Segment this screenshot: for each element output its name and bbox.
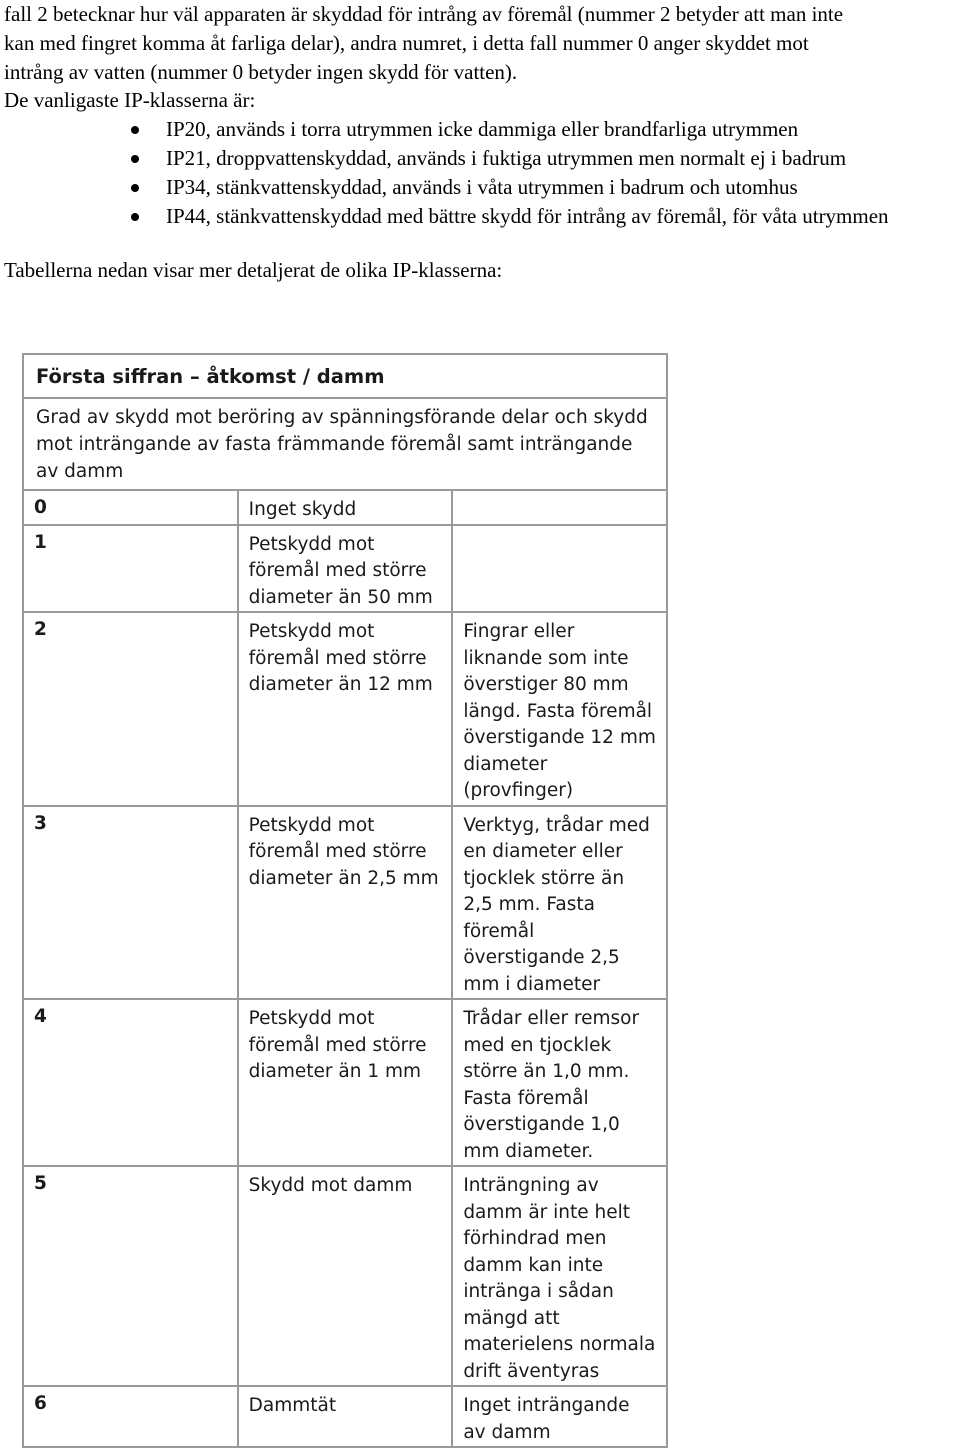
list-item-text: IP20, används i torra utrymmen icke dammiga eller brandfarliga utrymmen [166, 117, 799, 142]
row-number: 3 [23, 806, 238, 1000]
intro-line: De vanligaste IP-klasserna är: [4, 88, 256, 113]
intro-line: fall 2 betecknar hur väl apparaten är skyddad för intrång av föremål (nummer 2 betyder att man inte [4, 2, 844, 26]
list-item [4, 202, 956, 231]
row-description: Petskydd mot föremål med större diameter än 1 mm [238, 999, 453, 1166]
row-detail [452, 490, 667, 525]
table-row [23, 525, 667, 613]
table-row [23, 490, 667, 525]
intro-line: kan med fingret komma åt farliga delar), andra numret, i detta fall nummer 0 anger skyddet mot [4, 30, 809, 55]
list-item-text: IP34, stänkvattenskyddad, används i våta utrymmen i badrum och utomhus [166, 174, 798, 199]
list-item-text: IP21, droppvattenskyddad, används i fuktiga utrymmen men normalt ej i badrum [166, 145, 847, 170]
row-detail [452, 525, 667, 613]
row-detail: Fingrar eller liknande som inte överstiger 80 mm längd. Fasta föremål överstigande 12 mm diameter (provfinger) [452, 612, 667, 806]
document-text [4, 0, 956, 285]
row-detail: Trådar eller remsor med en tjocklek större än 1,0 mm. Fasta föremål överstigande 1,0 mm diameter. [452, 999, 667, 1166]
table-row [23, 806, 667, 1000]
row-number: 4 [23, 999, 238, 1166]
row-number: 5 [23, 1166, 238, 1386]
row-number: 0 [23, 490, 238, 525]
ip-table [22, 353, 668, 1448]
ip-table-image [22, 353, 668, 1443]
list-item [4, 115, 956, 144]
table-caption: Tabellerna nedan visar mer detaljerat de olika IP-klasserna: [4, 258, 503, 283]
bullet-icon [131, 213, 139, 221]
table-title: Första siffran – åtkomst / damm [23, 354, 667, 398]
list-item [4, 173, 956, 202]
bullet-icon [131, 184, 139, 192]
row-description: Inget skydd [238, 490, 453, 525]
row-description: Dammtät [238, 1386, 453, 1447]
table-row [23, 1386, 667, 1447]
bullet-icon [131, 155, 139, 163]
row-description: Skydd mot damm [238, 1166, 453, 1386]
bullet-icon [131, 126, 139, 134]
table-row [23, 999, 667, 1166]
row-detail: Verktyg, trådar med en diameter eller tjocklek större än 2,5 mm. Fasta föremål överstigande 2,5 mm i diameter [452, 806, 667, 1000]
row-number: 6 [23, 1386, 238, 1447]
row-number: 2 [23, 612, 238, 806]
row-detail: Inträngning av damm är inte helt förhindrad men damm kan inte intränga i sådan mängd att materielens normala drift äventyras [452, 1166, 667, 1386]
table-row [23, 612, 667, 806]
row-detail: Inget inträngande av damm [452, 1386, 667, 1447]
row-description: Petskydd mot föremål med större diameter än 50 mm [238, 525, 453, 613]
row-description: Petskydd mot föremål med större diameter än 12 mm [238, 612, 453, 806]
table-row [23, 1166, 667, 1386]
intro-line: intrång av vatten (nummer 0 betyder ingen skydd för vatten). [4, 59, 518, 84]
list-item [4, 144, 956, 173]
ip-class-list [4, 115, 956, 230]
row-description: Petskydd mot föremål med större diameter än 2,5 mm [238, 806, 453, 1000]
table-intro: Grad av skydd mot beröring av spänningsförande delar och skydd mot inträngande av fasta främmande föremål samt inträngande av damm [23, 398, 667, 490]
row-number: 1 [23, 525, 238, 613]
list-item-text: IP44, stänkvattenskyddad med bättre skydd för intrång av föremål, för våta utrymmen [166, 203, 889, 228]
